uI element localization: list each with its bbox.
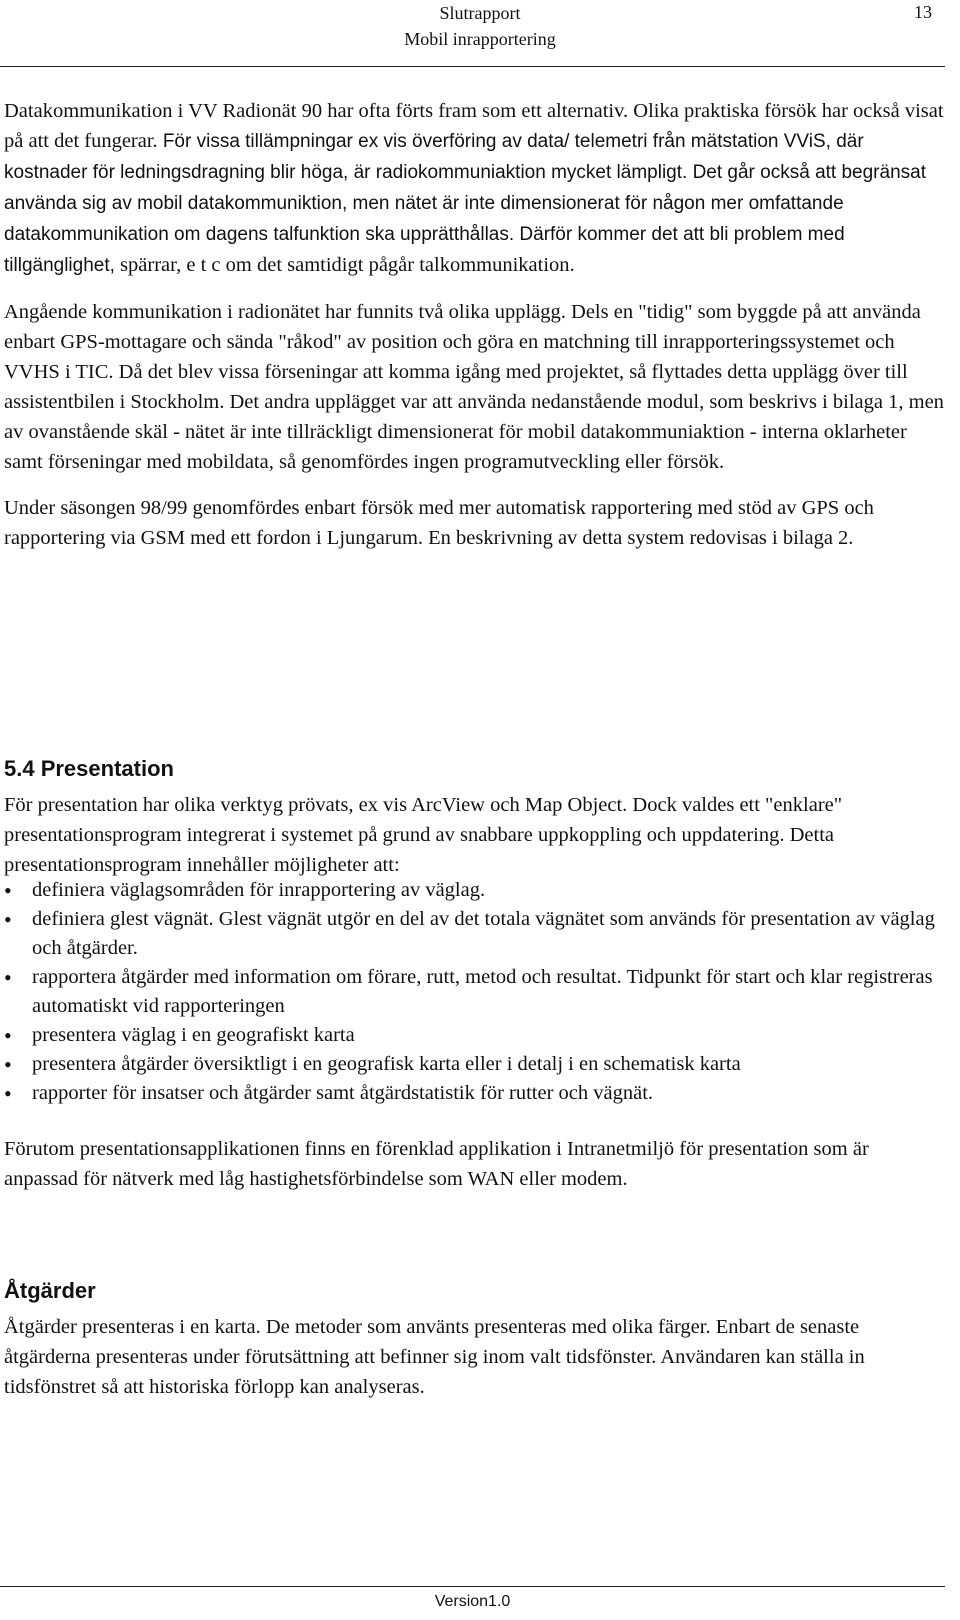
- presentation-intro: [4, 790, 944, 880]
- atgarder-section: [4, 1312, 944, 1402]
- list-item: • definiera väglagsområden för inrapportering av väglag.: [4, 876, 944, 905]
- page-number: 13: [914, 2, 932, 22]
- intro-p1-sans-part: För vissa tillämpningar ex vis överföring av data/ telemetri från mätstation VViS, där kostnader för ledningsdragning blir höga, är radiokommuniaktion mycket lämpligt. Det går också att begränsat använda sig av mobil datakommuniktion, men nätet är inte dimensionerat för någon mer omfattande datakommunikation om dagens talfunktion ska upprätthållas. Därför kommer det att bli problem med tillgänglighet,: [4, 131, 926, 276]
- list-item: • rapporter för insatser och åtgärder samt åtgärdstatistik för rutter och vägnät.: [4, 1079, 944, 1108]
- running-header: [340, 0, 620, 52]
- intro-paragraph-1: [4, 96, 944, 281]
- intro-p1-end: spärrar, e t c om det samtidigt pågår talkommunikation.: [114, 254, 575, 276]
- list-item: • definiera glest vägnät. Glest vägnät utgör en del av det totala vägnätet som används för presentation av väglag och åtgärder.: [4, 905, 944, 963]
- section-heading-presentation: 5.4 Presentation: [4, 756, 174, 781]
- intro-paragraph-3: Under säsongen 98/99 genomfördes enbart försök med mer automatisk rapportering med stöd av GPS och rapportering via GSM med ett fordon i Ljungarum. En beskrivning av detta system redovisas i bilaga 2.: [4, 497, 874, 549]
- list-item: • rapportera åtgärder med information om förare, rutt, metod och resultat. Tidpunkt för start och klar registreras automatiskt vid rapporteringen: [4, 963, 944, 1021]
- atgarder-body-text: Åtgärder presenteras i en karta. De metoder som använts presenteras med olika färger. Enbart de senaste åtgärderna presenteras under förutsättning att befinner sig inom valt tidsfönster. Användaren kan ställa in tidsfönstret så att historiska förlopp kan analyseras.: [4, 1316, 865, 1398]
- presentation-outro-text: Förutom presentationsapplikationen finns en förenklad applikation i Intranetmiljö för presentation som är anpassad för nätverk med låg hastighetsförbindelse som WAN eller modem.: [4, 1138, 869, 1190]
- section-heading-atgarder: Åtgärder: [4, 1278, 96, 1303]
- footer-rule: [0, 1586, 945, 1587]
- intro-section: [4, 96, 944, 553]
- footer-version: Version1.0: [434, 1593, 511, 1610]
- header-subtitle: Mobil inrapportering: [404, 29, 556, 49]
- intro-paragraph-2: Angående kommunikation i radionätet har funnits två olika upplägg. Dels en "tidig" som byggde på att använda enbart GPS-mottagare och sända "råkod" av position och göra en matchning till inrapporteringssystemet och VVHS i TIC. Då det blev vissa förseningar att komma igång med projektet, så flyttades detta upplägg över till assistentbilen i Stockholm. Det andra upplägget var att använda nedanstående modul, som beskrivs i bilaga 1, men av ovanstående skäl - nätet är inte tillräckligt dimensionerat för mobil datakommuniaktion - interna oklarheter samt förseningar med mobildata, så genomfördes ingen programutveckling eller försök.: [4, 301, 944, 473]
- intro-p1-serif-part: Datakommunikation i VV Radionät 90 har ofta förts fram som ett alternativ. Olika praktiska försök har också visat på att det fungerar.: [4, 100, 944, 152]
- list-item: • presentera väglag i en geografiskt karta: [4, 1021, 944, 1050]
- presentation-outro: [4, 1134, 944, 1194]
- presentation-capability-list: [4, 876, 944, 1108]
- header-rule: [0, 66, 945, 67]
- list-item: • presentera åtgärder översiktligt i en geografisk karta eller i detalj i en schematisk karta: [4, 1050, 944, 1079]
- header-title: Slutrapport: [439, 3, 521, 23]
- presentation-intro-text: För presentation har olika verktyg prövats, ex vis ArcView och Map Object. Dock valdes ett "enklare" presentationsprogram integrerat i systemet på grund av snabbare uppkoppling och uppdatering. Detta presentationsprogram innehåller möjligheter att:: [4, 794, 843, 876]
